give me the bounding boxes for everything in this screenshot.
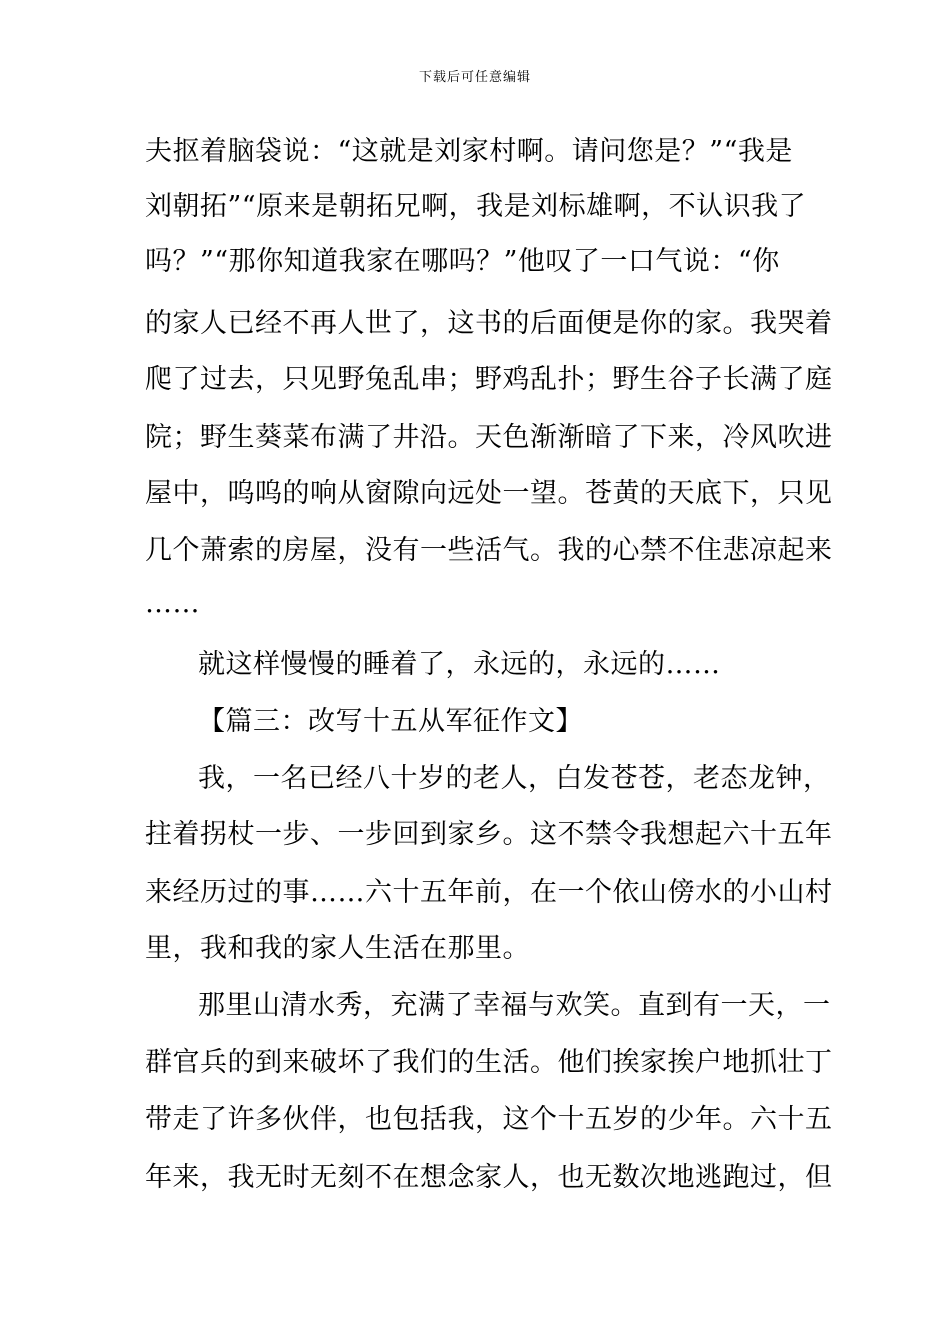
text-line: 就这样慢慢的睡着了，永远的，永远的…… <box>198 649 721 680</box>
text-line: 刘朝拓”“原来是朝拓兄啊，我是刘标雄啊，不认识我了 <box>145 191 807 222</box>
text-line: 那里山清水秀，充满了幸福与欢笑。直到有一天，一 <box>198 990 831 1021</box>
text-line: 爬了过去，只见野兔乱串；野鸡乱扑；野生谷子长满了庭 <box>145 364 833 395</box>
text-line: 屋中，呜呜的响从窗隙向远处一望。苍黄的天底下，只见 <box>145 478 833 509</box>
page-header: 下载后可任意编辑 <box>418 70 531 85</box>
text-line: 几个萧索的房屋，没有一些活气。我的心禁不住悲凉起来 <box>145 535 833 566</box>
text-line: 群官兵的到来破坏了我们的生活。他们挨家挨户地抓壮丁 <box>145 1047 833 1078</box>
section-heading: 【篇三：改写十五从军征作文】 <box>198 706 583 737</box>
text-line: 带走了许多伙伴，也包括我，这个十五岁的少年。六十五 <box>145 1104 833 1135</box>
text-line: 年来，我无时无刻不在想念家人，也无数次地逃跑过，但 <box>145 1162 833 1193</box>
text-line: 里，我和我的家人生活在那里。 <box>145 933 530 964</box>
text-line: 院；野生葵菜布满了井沿。天色渐渐暗了下来，冷风吹进 <box>145 422 833 453</box>
text-line: 吗？”“那你知道我家在哪吗？”他叹了一口气说：“你 <box>145 246 780 277</box>
text-line: 拄着拐杖一步、一步回到家乡。这不禁令我想起六十五年 <box>145 819 833 850</box>
text-line: 我，一名已经八十岁的老人，白发苍苍，老态龙钟， <box>198 763 831 794</box>
text-line: …… <box>145 588 200 619</box>
text-line: 来经历过的事……六十五年前，在一个依山傍水的小山村 <box>145 877 833 908</box>
text-line: 的家人已经不再人世了，这书的后面便是你的家。我哭着 <box>145 308 833 339</box>
text-line: 夫抠着脑袋说：“这就是刘家村啊。请问您是？”“我是 <box>145 136 793 167</box>
